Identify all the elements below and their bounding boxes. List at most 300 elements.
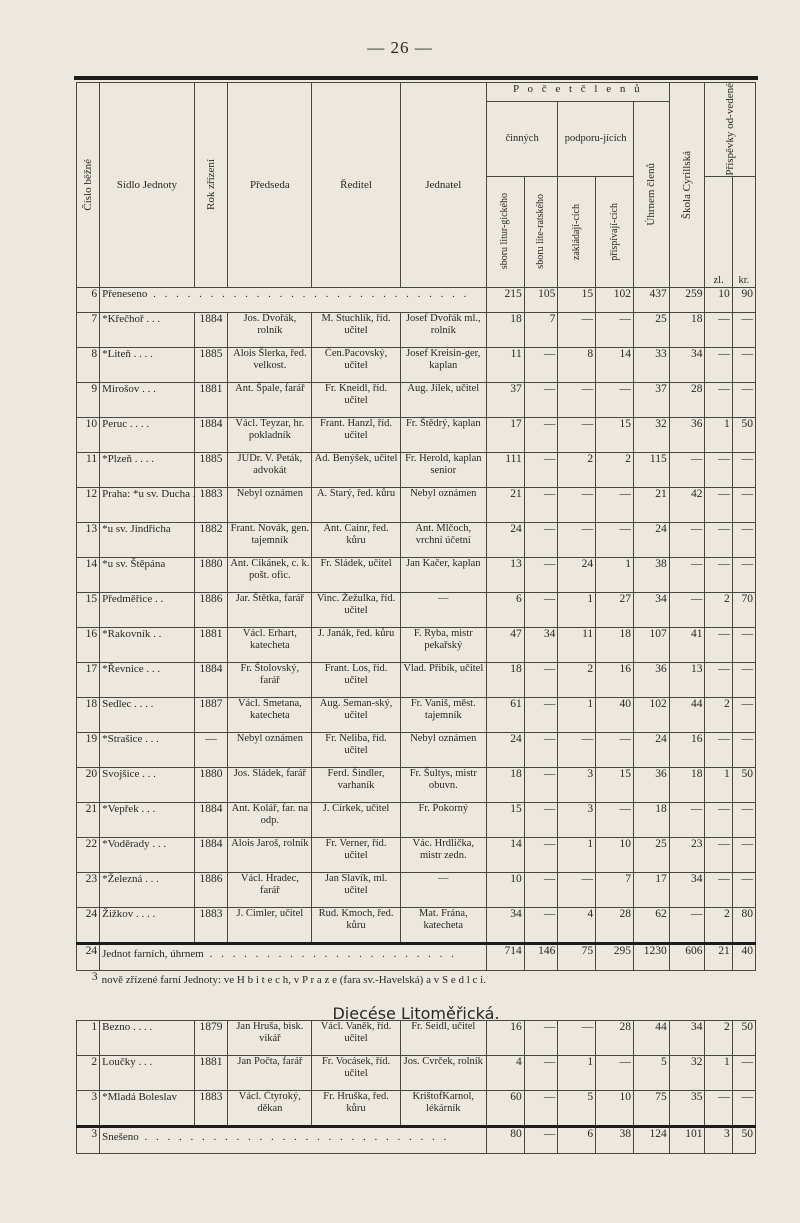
row-year: 1883 — [194, 1090, 228, 1126]
row-reditel: Ant. Cainr, řed. kůru — [312, 522, 400, 557]
header-zakladajicich — [558, 176, 596, 287]
subtotal-value: — — [524, 1126, 558, 1153]
row-skola: 44 — [669, 697, 705, 732]
row-jednatel: Fr. Šultys, mistr obuvn. — [400, 767, 486, 802]
row-sboru-liturg: 18 — [486, 312, 524, 347]
row-zakladajicich: — — [558, 872, 596, 907]
row-kr: — — [732, 522, 755, 557]
header-rok — [194, 83, 228, 288]
row-index: 3 — [77, 1090, 100, 1126]
row-zl: — — [705, 627, 732, 662]
row-zakladajicich: 24 — [558, 557, 596, 592]
row-kr: 80 — [732, 907, 755, 943]
subtotal-value: 3 — [705, 1126, 732, 1153]
row-jednatel: Fr. Herold, kaplan senior — [400, 452, 486, 487]
table-row — [77, 382, 756, 417]
row-place: Praha: *u sv. Ducha . — [100, 487, 195, 522]
row-prispivajicich: 15 — [596, 767, 634, 802]
row-reditel: Aug. Seman-ský, učitel — [312, 697, 400, 732]
row-place: Žižkov . . . . — [100, 907, 195, 943]
row-prispivajicich: — — [596, 522, 634, 557]
table-row — [77, 872, 756, 907]
row-zl: 2 — [705, 1020, 732, 1055]
row-place: *Mladá Boleslav — [100, 1090, 195, 1126]
row-sboru-liturg: 24 — [486, 522, 524, 557]
row-year: — — [194, 732, 228, 767]
row-prispivajicich: 15 — [596, 417, 634, 452]
row-year: 1884 — [194, 837, 228, 872]
row-sboru-liturg: 21 — [486, 487, 524, 522]
table-row — [77, 487, 756, 522]
row-place: *Plzeň . . . . — [100, 452, 195, 487]
row-skola: 28 — [669, 382, 705, 417]
row-predseda: Václ. Erhart, katecheta — [228, 627, 312, 662]
row-zakladajicich: 5 — [558, 1090, 596, 1126]
row-reditel: J. Církek, učitel — [312, 802, 400, 837]
row-sboru-literat: — — [524, 347, 558, 382]
row-sboru-liturg: 6 — [486, 592, 524, 627]
row-jednatel: Josef Dvořák ml., rolník — [400, 312, 486, 347]
row-prispivajicich: — — [596, 312, 634, 347]
table-row — [77, 592, 756, 627]
row-zl: — — [705, 452, 732, 487]
row-zakladajicich: 1 — [558, 1055, 596, 1090]
row-year: 1885 — [194, 452, 228, 487]
row-sboru-literat: — — [524, 1055, 558, 1090]
total-index: 24 — [77, 943, 100, 970]
row-predseda: Václ. Teyzar, hr. pokladník — [228, 417, 312, 452]
table-row — [77, 452, 756, 487]
row-skola: 42 — [669, 487, 705, 522]
row-reditel: Frant. Hanzl, říd. učitel — [312, 417, 400, 452]
row-uhrnem: 24 — [633, 522, 669, 557]
diocese-subtotal-section — [77, 1126, 756, 1153]
diocese-title: Diecése Litoměřická. — [332, 1003, 500, 1023]
row-uhrnem: 21 — [633, 487, 669, 522]
row-uhrnem: 24 — [633, 732, 669, 767]
carry-over-value: 90 — [732, 287, 755, 312]
row-kr: — — [732, 452, 755, 487]
subtotal-text: Snešeno — [102, 1130, 139, 1143]
row-place: Mirošov . . . — [100, 382, 195, 417]
note-row — [77, 970, 756, 994]
table-row — [77, 662, 756, 697]
row-jednatel: Jos. Cvrček, rolník — [400, 1055, 486, 1090]
header-jednatel: Jednatel — [400, 83, 486, 288]
header-sidlo: Sídlo Jednoty — [100, 83, 195, 288]
row-predseda: Nebyl oznámen — [228, 732, 312, 767]
row-reditel: Rud. Kmoch, řed. kůru — [312, 907, 400, 943]
row-year: 1881 — [194, 1055, 228, 1090]
row-prispivajicich: 27 — [596, 592, 634, 627]
header-reditel: Ředitel — [312, 83, 400, 288]
row-place: Loučky . . . — [100, 1055, 195, 1090]
row-prispivajicich: 10 — [596, 837, 634, 872]
row-index: 16 — [77, 627, 100, 662]
row-year: 1884 — [194, 312, 228, 347]
row-index: 12 — [77, 487, 100, 522]
row-uhrnem: 115 — [633, 452, 669, 487]
row-reditel: Fr. Neliba, říd. učitel — [312, 732, 400, 767]
header-skola — [669, 83, 705, 288]
row-index: 7 — [77, 312, 100, 347]
header-sboru-liturg-label: sboru litur-gického — [499, 193, 511, 270]
total-value: 606 — [669, 943, 705, 970]
row-prispivajicich: 18 — [596, 627, 634, 662]
row-predseda: Jan Hruša, bisk. vikář — [228, 1020, 312, 1055]
row-kr: 50 — [732, 767, 755, 802]
carry-over-value: 259 — [669, 287, 705, 312]
row-place: *u sv. Štěpána — [100, 557, 195, 592]
row-place: Sedlec . . . . — [100, 697, 195, 732]
header-sboru-liturg — [486, 176, 524, 287]
row-reditel: Fr. Vocásek, říd. učitel — [312, 1055, 400, 1090]
table-row — [77, 767, 756, 802]
row-reditel: M. Stuchlík, říd. učitel — [312, 312, 400, 347]
row-prispivajicich: 14 — [596, 347, 634, 382]
row-skola: 18 — [669, 767, 705, 802]
row-skola: 41 — [669, 627, 705, 662]
row-predseda: Václ. Smetana, katecheta — [228, 697, 312, 732]
carry-over-value: 215 — [486, 287, 524, 312]
row-skola: 32 — [669, 1055, 705, 1090]
row-prispivajicich: — — [596, 487, 634, 522]
row-predseda: Václ. Hradec, farář — [228, 872, 312, 907]
row-reditel: Fr. Verner, říd. učitel — [312, 837, 400, 872]
carry-over-value: 10 — [705, 287, 732, 312]
row-zl: — — [705, 732, 732, 767]
row-sboru-literat: — — [524, 1020, 558, 1055]
row-kr: — — [732, 697, 755, 732]
row-kr: — — [732, 557, 755, 592]
row-predseda: Frant. Novák, gen. tajemník — [228, 522, 312, 557]
row-index: 24 — [77, 907, 100, 943]
row-sboru-liturg: 61 — [486, 697, 524, 732]
row-uhrnem: 5 — [633, 1055, 669, 1090]
row-sboru-liturg: 13 — [486, 557, 524, 592]
row-sboru-literat: — — [524, 837, 558, 872]
row-index: 14 — [77, 557, 100, 592]
row-prispivajicich: 10 — [596, 1090, 634, 1126]
row-predseda: Ant. Kolář, far. na odp. — [228, 802, 312, 837]
row-reditel: A. Starý, řed. kůru — [312, 487, 400, 522]
subtotal-label — [100, 1126, 487, 1153]
page-number: — 26 — — [367, 38, 433, 57]
row-predseda: Jos. Dvořák, rolník — [228, 312, 312, 347]
total-text: Jednot farních, úhrnem — [102, 947, 204, 960]
table-row — [77, 522, 756, 557]
row-sboru-literat: — — [524, 662, 558, 697]
row-zl: 2 — [705, 697, 732, 732]
row-predseda: Václ. Čtyroký, děkan — [228, 1090, 312, 1126]
total-value: 75 — [558, 943, 596, 970]
row-prispivajicich: — — [596, 382, 634, 417]
row-zl: — — [705, 557, 732, 592]
row-year: 1884 — [194, 662, 228, 697]
row-sboru-literat: — — [524, 417, 558, 452]
carry-over-value: 102 — [596, 287, 634, 312]
row-predseda: Nebyl oznámen — [228, 487, 312, 522]
row-zakladajicich: 4 — [558, 907, 596, 943]
row-kr: — — [732, 312, 755, 347]
row-year: 1881 — [194, 627, 228, 662]
row-zl: 1 — [705, 767, 732, 802]
table-top-rule — [74, 76, 758, 80]
row-place: *Liteň . . . . — [100, 347, 195, 382]
row-sboru-literat: — — [524, 907, 558, 943]
row-zl: — — [705, 522, 732, 557]
row-zakladajicich: 1 — [558, 592, 596, 627]
row-zakladajicich: 11 — [558, 627, 596, 662]
carry-over-row — [77, 287, 756, 312]
row-uhrnem: 34 — [633, 592, 669, 627]
row-skola: 13 — [669, 662, 705, 697]
header-pocet-clenu: P o č e t č l e n ů — [486, 83, 669, 102]
row-sboru-literat: — — [524, 382, 558, 417]
row-uhrnem: 38 — [633, 557, 669, 592]
row-kr: 50 — [732, 1020, 755, 1055]
subtotal-value: 50 — [732, 1126, 755, 1153]
row-index: 13 — [77, 522, 100, 557]
row-jednatel: KrištofKarnol, lékárník — [400, 1090, 486, 1126]
row-place: Bezno . . . . — [100, 1020, 195, 1055]
row-sboru-liturg: 111 — [486, 452, 524, 487]
row-year: 1883 — [194, 487, 228, 522]
leader-dots: . . . . . . . . . . . . . . . . . . . . . . — [203, 947, 457, 960]
row-predseda: J. Cimler, učitel — [228, 907, 312, 943]
row-place: *Řevnice . . . — [100, 662, 195, 697]
header-cislo-label: Číslo běžné — [82, 158, 95, 211]
row-sboru-liturg: 34 — [486, 907, 524, 943]
carry-over-value: 105 — [524, 287, 558, 312]
table-row — [77, 417, 756, 452]
row-place: Svojšice . . . — [100, 767, 195, 802]
row-sboru-literat: — — [524, 802, 558, 837]
row-place: *Voděrady . . . — [100, 837, 195, 872]
row-uhrnem: 17 — [633, 872, 669, 907]
row-jednatel: Nebyl oznámen — [400, 487, 486, 522]
row-jednatel: — — [400, 872, 486, 907]
row-kr: — — [732, 837, 755, 872]
row-zakladajicich: 3 — [558, 802, 596, 837]
subtotal-value: 38 — [596, 1126, 634, 1153]
row-prispivajicich: — — [596, 732, 634, 767]
row-kr: — — [732, 1055, 755, 1090]
row-predseda: Jan Počta, farář — [228, 1055, 312, 1090]
row-predseda: JUDr. V. Peták, advokát — [228, 452, 312, 487]
row-skola: 16 — [669, 732, 705, 767]
row-zakladajicich: 2 — [558, 662, 596, 697]
carry-over-value: 437 — [633, 287, 669, 312]
row-sboru-literat: — — [524, 872, 558, 907]
row-zl: 1 — [705, 1055, 732, 1090]
row-jednatel: Ant. Mlčoch, vrchní účetní — [400, 522, 486, 557]
row-jednatel: Fr. Vaniš, měst. tajemník — [400, 697, 486, 732]
row-kr: 70 — [732, 592, 755, 627]
row-year: 1884 — [194, 802, 228, 837]
row-skola: 23 — [669, 837, 705, 872]
row-skola: 36 — [669, 417, 705, 452]
row-jednatel: Mat. Frána, katecheta — [400, 907, 486, 943]
row-year: 1879 — [194, 1020, 228, 1055]
row-year: 1886 — [194, 592, 228, 627]
row-year: 1882 — [194, 522, 228, 557]
row-jednatel: Fr. Pokorný — [400, 802, 486, 837]
row-sboru-literat: — — [524, 697, 558, 732]
row-prispivajicich: — — [596, 802, 634, 837]
carry-over-text: Přeneseno — [102, 287, 148, 300]
row-kr: — — [732, 347, 755, 382]
row-kr: — — [732, 382, 755, 417]
row-index: 21 — [77, 802, 100, 837]
total-value: 295 — [596, 943, 634, 970]
header-zl: zl. — [705, 176, 732, 287]
row-kr: — — [732, 627, 755, 662]
row-year: 1881 — [194, 382, 228, 417]
diocese-body — [77, 1020, 756, 1126]
row-sboru-liturg: 10 — [486, 872, 524, 907]
header-podporujicich: podporu-jících — [558, 102, 634, 177]
row-skola: 18 — [669, 312, 705, 347]
row-uhrnem: 102 — [633, 697, 669, 732]
row-year: 1885 — [194, 347, 228, 382]
row-uhrnem: 37 — [633, 382, 669, 417]
row-reditel: Jan Slavík, ml. učitel — [312, 872, 400, 907]
row-index: 8 — [77, 347, 100, 382]
table-row — [77, 802, 756, 837]
row-kr: — — [732, 662, 755, 697]
row-kr: — — [732, 802, 755, 837]
table-row — [77, 837, 756, 872]
row-year: 1880 — [194, 767, 228, 802]
header-skola-label: Škola Cyrillská — [681, 150, 694, 219]
row-prispivajicich: 40 — [596, 697, 634, 732]
row-jednatel: Fr. Seidl, učitel — [400, 1020, 486, 1055]
row-reditel: Ad. Benýšek, učitel — [312, 452, 400, 487]
header-cinnych: činných — [486, 102, 557, 177]
table-row — [77, 627, 756, 662]
subtotal-value: 124 — [633, 1126, 669, 1153]
row-zl: — — [705, 347, 732, 382]
row-index: 9 — [77, 382, 100, 417]
row-zl: — — [705, 872, 732, 907]
row-skola: 34 — [669, 347, 705, 382]
row-year: 1886 — [194, 872, 228, 907]
row-place: Peruc . . . . — [100, 417, 195, 452]
row-zakladajicich: — — [558, 1020, 596, 1055]
total-value: 21 — [705, 943, 732, 970]
row-skola: — — [669, 522, 705, 557]
row-place: *Strašice . . . — [100, 732, 195, 767]
row-sboru-liturg: 16 — [486, 1020, 524, 1055]
row-index: 18 — [77, 697, 100, 732]
row-zakladajicich: — — [558, 487, 596, 522]
total-value: 1230 — [633, 943, 669, 970]
header-zakladajicich-label: zakládají-cích — [570, 203, 582, 260]
row-predseda: Ant. Cikánek, c. k. pošt. ofic. — [228, 557, 312, 592]
row-jednatel: Josef Kreisin-ger, kaplan — [400, 347, 486, 382]
row-sboru-liturg: 14 — [486, 837, 524, 872]
row-sboru-liturg: 18 — [486, 662, 524, 697]
row-jednatel: Nebyl oznámen — [400, 732, 486, 767]
row-zakladajicich: 8 — [558, 347, 596, 382]
row-uhrnem: 33 — [633, 347, 669, 382]
subtotal-value: 101 — [669, 1126, 705, 1153]
total-value: 40 — [732, 943, 755, 970]
row-reditel: Fr. Hruška, řed. kůru — [312, 1090, 400, 1126]
row-zakladajicich: — — [558, 312, 596, 347]
table-row — [77, 557, 756, 592]
row-jednatel: — — [400, 592, 486, 627]
row-uhrnem: 44 — [633, 1020, 669, 1055]
row-skola: 34 — [669, 872, 705, 907]
row-zakladajicich: 3 — [558, 767, 596, 802]
row-place: *Železná . . . — [100, 872, 195, 907]
row-kr: — — [732, 1090, 755, 1126]
row-sboru-liturg: 47 — [486, 627, 524, 662]
row-index: 20 — [77, 767, 100, 802]
subtotal-index: 3 — [77, 1126, 100, 1153]
row-jednatel: F. Ryba, mistr pekařský — [400, 627, 486, 662]
total-value: 146 — [524, 943, 558, 970]
row-reditel: Fr. Sládek, učitel — [312, 557, 400, 592]
row-index: 11 — [77, 452, 100, 487]
header-rok-label: Rok zřízení — [205, 159, 218, 211]
row-zl: — — [705, 1090, 732, 1126]
row-zl: — — [705, 382, 732, 417]
header-sboru-literat — [524, 176, 558, 287]
row-uhrnem: 25 — [633, 837, 669, 872]
row-uhrnem: 25 — [633, 312, 669, 347]
row-reditel: Frant. Los, říd. učitel — [312, 662, 400, 697]
row-prispivajicich: 28 — [596, 907, 634, 943]
row-index: 2 — [77, 1055, 100, 1090]
table-row — [77, 312, 756, 347]
carry-over-value: 15 — [558, 287, 596, 312]
table-row — [77, 697, 756, 732]
header-prispivajicich-label: přispívají-cích — [608, 202, 620, 261]
row-uhrnem: 18 — [633, 802, 669, 837]
row-sboru-literat: 34 — [524, 627, 558, 662]
row-zl: — — [705, 837, 732, 872]
row-place: *Vepřek . . . — [100, 802, 195, 837]
subtotal-value: 6 — [558, 1126, 596, 1153]
row-jednatel: Aug. Jílek, učitel — [400, 382, 486, 417]
row-jednatel: Vác. Hrdlička, mistr zedn. — [400, 837, 486, 872]
row-reditel: Václ. Vaněk, říd. učitel — [312, 1020, 400, 1055]
row-uhrnem: 62 — [633, 907, 669, 943]
row-place: Předměřice . . — [100, 592, 195, 627]
row-kr: — — [732, 732, 755, 767]
table-header — [77, 83, 756, 288]
leader-dots: . . . . . . . . . . . . . . . . . . . . . . . . . . . . — [147, 287, 470, 300]
header-prispivajicich — [596, 176, 634, 287]
row-prispivajicich: 7 — [596, 872, 634, 907]
row-zakladajicich: — — [558, 732, 596, 767]
row-predseda: Ant. Špale, farář — [228, 382, 312, 417]
row-predseda: Jar. Štětka, farář — [228, 592, 312, 627]
diocese-title-row — [77, 994, 756, 1021]
table-row — [77, 907, 756, 943]
row-place: *u sv. Jindřicha — [100, 522, 195, 557]
row-uhrnem: 36 — [633, 662, 669, 697]
carry-over-index: 6 — [77, 287, 100, 312]
row-sboru-literat: — — [524, 522, 558, 557]
row-index: 22 — [77, 837, 100, 872]
row-predseda: Alois Jaroš, rolník — [228, 837, 312, 872]
row-sboru-liturg: 24 — [486, 732, 524, 767]
row-kr: — — [732, 487, 755, 522]
